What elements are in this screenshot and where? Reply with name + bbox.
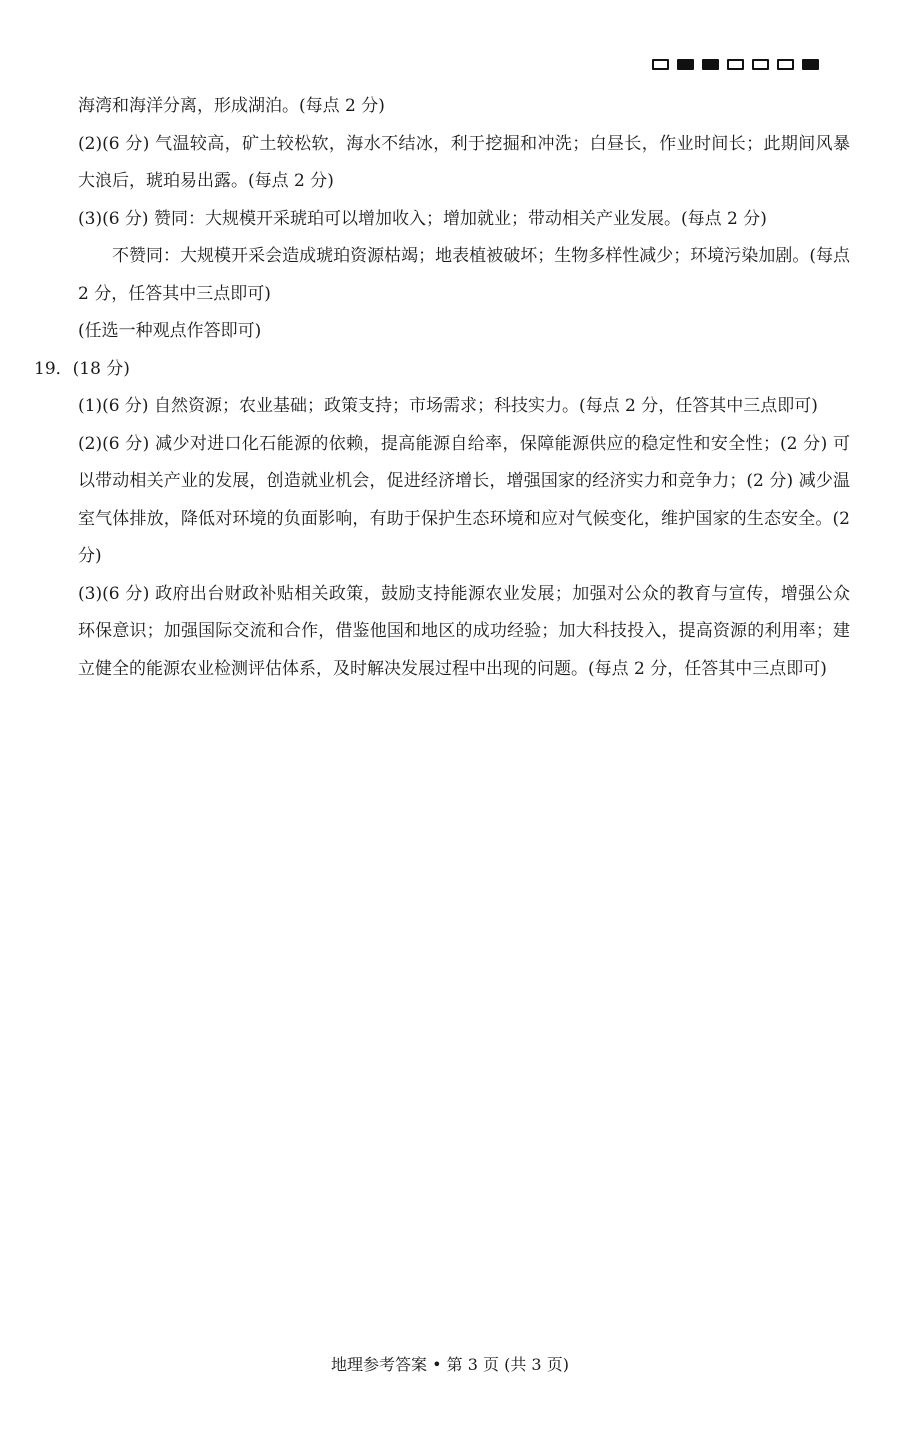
header-mark: [677, 59, 694, 70]
header-mark: [777, 59, 794, 70]
header-mark: [802, 59, 819, 70]
header-marks: [652, 59, 819, 70]
header-mark: [727, 59, 744, 70]
answer-paragraph: 不赞同：大规模开采会造成琥珀资源枯竭；地表植被破坏；生物多样性减少；环境污染加剧。(每点 2 分，任答其中三点即可): [78, 246, 850, 304]
header-mark: [702, 59, 719, 70]
question-number: 19．(18 分): [34, 358, 130, 379]
header-mark: [752, 59, 769, 70]
answer-paragraph: (2)(6 分) 减少对进口化石能源的依赖，提高能源自给率，保障能源供应的稳定性和安全性；(2 分) 可以带动相关产业的发展，创造就业机会，促进经济增长，增强国家的经济实力和竞争力；(2 分) 减少温室气体排放，降低对环境的负面影响，有助于保护生态环境和应对气候变化，维护国家的生态安全。(2 分): [78, 433, 850, 566]
page-footer: 地理参考答案 • 第 3 页 (共 3 页): [331, 1355, 569, 1374]
answer-paragraph: 海湾和海洋分离，形成湖泊。(每点 2 分): [78, 96, 385, 116]
answer-paragraph: (2)(6 分) 气温较高，矿土较松软，海水不结冰，利于挖掘和冲洗；白昼长，作业时间长；此期间风暴大浪后，琥珀易出露。(每点 2 分): [78, 133, 850, 191]
answer-body: [34, 88, 850, 688]
answer-paragraph: (3)(6 分) 政府出台财政补贴相关政策，鼓励支持能源农业发展；加强对公众的教育与宣传，增强公众环保意识；加强国际交流和合作，借鉴他国和地区的成功经验；加大科技投入，提高资源的利用率；建立健全的能源农业检测评估体系，及时解决发展过程中出现的问题。(每点 2 分，任答其中三点即可): [78, 583, 850, 679]
answer-paragraph: (任选一种观点作答即可): [78, 321, 262, 341]
answer-paragraph: (3)(6 分) 赞同：大规模开采琥珀可以增加收入；增加就业；带动相关产业发展。(每点 2 分): [78, 208, 767, 229]
header-mark: [652, 59, 669, 70]
answer-paragraph: (1)(6 分) 自然资源；农业基础；政策支持；市场需求；科技实力。(每点 2 分，任答其中三点即可): [78, 396, 818, 416]
